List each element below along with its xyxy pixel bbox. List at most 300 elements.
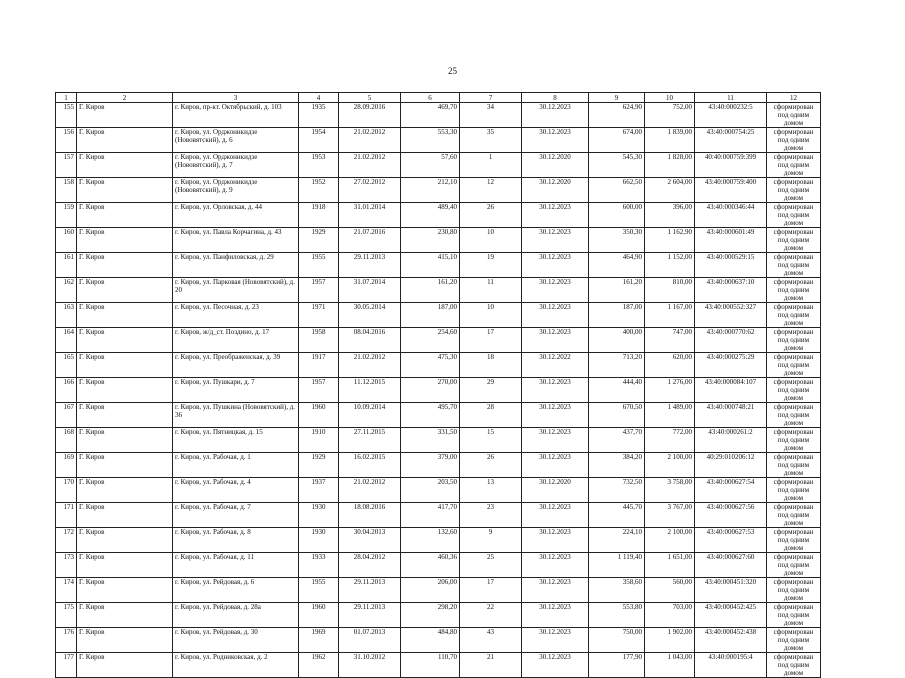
- planned-date-cell: 30.12.2023: [522, 528, 589, 553]
- land-status-cell: сформирован под одним домом: [767, 428, 821, 453]
- address-cell: г. Киров, ул. Родниковская, д. 2: [173, 653, 299, 678]
- cadastral-number-cell: 43:40:000275:29: [695, 353, 767, 378]
- city-cell: Г. Киров: [77, 253, 173, 278]
- cadastral-number-cell: 43:40:000627:60: [695, 553, 767, 578]
- row-number-cell: 176: [56, 628, 77, 653]
- area-cell: 489,40: [401, 203, 460, 228]
- housing-registry-table: [55, 92, 821, 678]
- cost-cell: 350,30: [589, 228, 645, 253]
- column-header: 2: [77, 93, 173, 103]
- land-status-cell: сформирован под одним домом: [767, 278, 821, 303]
- cost-cell: 600,00: [589, 203, 645, 228]
- cadastral-number-cell: 43:40:000754:25: [695, 128, 767, 153]
- table-row: [56, 353, 821, 378]
- city-cell: Г. Киров: [77, 353, 173, 378]
- cost-cell: 177,90: [589, 653, 645, 678]
- address-cell: г. Киров, ул. Рейдовая, д. 28а: [173, 603, 299, 628]
- address-cell: г. Киров, ул. Преображенская, д. 39: [173, 353, 299, 378]
- area-cell: 110,70: [401, 653, 460, 678]
- percent-cell: 28: [460, 403, 522, 428]
- city-cell: Г. Киров: [77, 453, 173, 478]
- percent-cell: 23: [460, 503, 522, 528]
- build-year-cell: 1957: [299, 378, 339, 403]
- planned-date-cell: 30.12.2020: [522, 178, 589, 203]
- area-cell: 415,10: [401, 253, 460, 278]
- table-header-row: [56, 93, 821, 103]
- build-year-cell: 1952: [299, 178, 339, 203]
- row-number-cell: 164: [56, 328, 77, 353]
- cost-cell: 437,70: [589, 428, 645, 453]
- planned-date-cell: 30.12.2023: [522, 303, 589, 328]
- address-cell: г. Киров, ул. Рабочая, д. 8: [173, 528, 299, 553]
- cost-cell: 553,80: [589, 603, 645, 628]
- table-row: [56, 378, 821, 403]
- date-cell: 10.09.2014: [339, 403, 401, 428]
- address-cell: г. Киров, ул. Рейдовая, д. 6: [173, 578, 299, 603]
- planned-date-cell: 30.12.2020: [522, 478, 589, 503]
- column-header: 10: [645, 93, 695, 103]
- row-number-cell: 171: [56, 503, 77, 528]
- planned-date-cell: 30.12.2023: [522, 328, 589, 353]
- city-cell: Г. Киров: [77, 203, 173, 228]
- cadastral-number-cell: 43:40:000748:21: [695, 403, 767, 428]
- build-year-cell: 1910: [299, 428, 339, 453]
- percent-cell: 26: [460, 203, 522, 228]
- city-cell: Г. Киров: [77, 553, 173, 578]
- table-row: [56, 403, 821, 428]
- address-cell: г. Киров, ул. Рабочая, д. 4: [173, 478, 299, 503]
- cost-cell: 1 119,40: [589, 553, 645, 578]
- value-cell: 703,00: [645, 603, 695, 628]
- planned-date-cell: 30.12.2023: [522, 378, 589, 403]
- value-cell: 620,00: [645, 353, 695, 378]
- land-status-cell: сформирован под одним домом: [767, 128, 821, 153]
- cost-cell: 445,70: [589, 503, 645, 528]
- build-year-cell: 1929: [299, 228, 339, 253]
- table-row: [56, 478, 821, 503]
- city-cell: Г. Киров: [77, 178, 173, 203]
- table-row: [56, 153, 821, 178]
- area-cell: 161,20: [401, 278, 460, 303]
- value-cell: 1 167,00: [645, 303, 695, 328]
- row-number-cell: 160: [56, 228, 77, 253]
- cadastral-number-cell: 43:40:000552:327: [695, 303, 767, 328]
- address-cell: г. Киров, ул. Пушкина (Нововятский), д. 36: [173, 403, 299, 428]
- land-status-cell: сформирован под одним домом: [767, 478, 821, 503]
- land-status-cell: сформирован под одним домом: [767, 253, 821, 278]
- row-number-cell: 163: [56, 303, 77, 328]
- cadastral-number-cell: 40:29:010206:12: [695, 453, 767, 478]
- row-number-cell: 166: [56, 378, 77, 403]
- build-year-cell: 1971: [299, 303, 339, 328]
- address-cell: г. Киров, ул. Павла Корчагина, д. 43: [173, 228, 299, 253]
- percent-cell: 11: [460, 278, 522, 303]
- address-cell: г. Киров, ул. Пятницкая, д. 15: [173, 428, 299, 453]
- build-year-cell: 1960: [299, 403, 339, 428]
- table-row: [56, 428, 821, 453]
- percent-cell: 12: [460, 178, 522, 203]
- row-number-cell: 169: [56, 453, 77, 478]
- build-year-cell: 1955: [299, 578, 339, 603]
- date-cell: 21.02.2012: [339, 478, 401, 503]
- cadastral-number-cell: 43:40:000451:320: [695, 578, 767, 603]
- area-cell: 270,00: [401, 378, 460, 403]
- area-cell: 187,00: [401, 303, 460, 328]
- value-cell: 772,00: [645, 428, 695, 453]
- date-cell: 31.10.2012: [339, 653, 401, 678]
- address-cell: г. Киров, ул. Орджоникидзе (Нововятский), д. 7: [173, 153, 299, 178]
- value-cell: 1 162,90: [645, 228, 695, 253]
- planned-date-cell: 30.12.2023: [522, 603, 589, 628]
- cadastral-number-cell: 43:40:000601:49: [695, 228, 767, 253]
- area-cell: 203,50: [401, 478, 460, 503]
- percent-cell: 25: [460, 553, 522, 578]
- area-cell: 254,60: [401, 328, 460, 353]
- land-status-cell: сформирован под одним домом: [767, 178, 821, 203]
- percent-cell: 34: [460, 103, 522, 128]
- planned-date-cell: 30.12.2023: [522, 553, 589, 578]
- city-cell: Г. Киров: [77, 528, 173, 553]
- cost-cell: 161,20: [589, 278, 645, 303]
- planned-date-cell: 30.12.2023: [522, 253, 589, 278]
- cost-cell: 384,20: [589, 453, 645, 478]
- area-cell: 417,70: [401, 503, 460, 528]
- build-year-cell: 1953: [299, 153, 339, 178]
- row-number-cell: 165: [56, 353, 77, 378]
- land-status-cell: сформирован под одним домом: [767, 528, 821, 553]
- address-cell: г. Киров, ул. Орджоникидзе (Нововятский), д. 9: [173, 178, 299, 203]
- planned-date-cell: 30.12.2023: [522, 228, 589, 253]
- percent-cell: 10: [460, 228, 522, 253]
- percent-cell: 17: [460, 328, 522, 353]
- percent-cell: 10: [460, 303, 522, 328]
- value-cell: 1 902,00: [645, 628, 695, 653]
- table-row: [56, 203, 821, 228]
- build-year-cell: 1955: [299, 253, 339, 278]
- cost-cell: 670,50: [589, 403, 645, 428]
- land-status-cell: сформирован под одним домом: [767, 503, 821, 528]
- land-status-cell: сформирован под одним домом: [767, 103, 821, 128]
- percent-cell: 35: [460, 128, 522, 153]
- row-number-cell: 173: [56, 553, 77, 578]
- page-number: 25: [448, 66, 457, 76]
- table-row: [56, 653, 821, 678]
- city-cell: Г. Киров: [77, 378, 173, 403]
- cost-cell: 444,40: [589, 378, 645, 403]
- planned-date-cell: 30.12.2023: [522, 653, 589, 678]
- land-status-cell: сформирован под одним домом: [767, 378, 821, 403]
- build-year-cell: 1957: [299, 278, 339, 303]
- address-cell: г. Киров, ул. Рабочая, д. 11: [173, 553, 299, 578]
- build-year-cell: 1969: [299, 628, 339, 653]
- area-cell: 331,50: [401, 428, 460, 453]
- column-header: 8: [522, 93, 589, 103]
- row-number-cell: 155: [56, 103, 77, 128]
- percent-cell: 18: [460, 353, 522, 378]
- address-cell: г. Киров, ул. Парковая (Нововятский), д. 20: [173, 278, 299, 303]
- date-cell: 30.05.2014: [339, 303, 401, 328]
- area-cell: 230,80: [401, 228, 460, 253]
- date-cell: 29.11.2013: [339, 603, 401, 628]
- planned-date-cell: 30.12.2023: [522, 203, 589, 228]
- row-number-cell: 157: [56, 153, 77, 178]
- percent-cell: 21: [460, 653, 522, 678]
- cadastral-number-cell: 43:40:000627:56: [695, 503, 767, 528]
- date-cell: 18.08.2016: [339, 503, 401, 528]
- value-cell: 747,00: [645, 328, 695, 353]
- date-cell: 29.11.2013: [339, 578, 401, 603]
- build-year-cell: 1935: [299, 103, 339, 128]
- cost-cell: 187,00: [589, 303, 645, 328]
- row-number-cell: 162: [56, 278, 77, 303]
- percent-cell: 9: [460, 528, 522, 553]
- cost-cell: 662,50: [589, 178, 645, 203]
- table-row: [56, 603, 821, 628]
- value-cell: 396,00: [645, 203, 695, 228]
- value-cell: 1 489,00: [645, 403, 695, 428]
- address-cell: г. Киров, ул. Рейдовая, д. 30: [173, 628, 299, 653]
- area-cell: 57,60: [401, 153, 460, 178]
- table-row: [56, 553, 821, 578]
- city-cell: Г. Киров: [77, 153, 173, 178]
- row-number-cell: 167: [56, 403, 77, 428]
- cost-cell: 750,00: [589, 628, 645, 653]
- date-cell: 08.04.2016: [339, 328, 401, 353]
- table-row: [56, 128, 821, 153]
- date-cell: 31.07.2014: [339, 278, 401, 303]
- area-cell: 553,30: [401, 128, 460, 153]
- row-number-cell: 174: [56, 578, 77, 603]
- area-cell: 484,80: [401, 628, 460, 653]
- area-cell: 379,00: [401, 453, 460, 478]
- table-row: [56, 328, 821, 353]
- cadastral-number-cell: 40:40:000759:399: [695, 153, 767, 178]
- address-cell: г. Киров, ул. Рабочая, д. 1: [173, 453, 299, 478]
- build-year-cell: 1937: [299, 478, 339, 503]
- planned-date-cell: 30.12.2023: [522, 278, 589, 303]
- row-number-cell: 175: [56, 603, 77, 628]
- column-header: 7: [460, 93, 522, 103]
- planned-date-cell: 30.12.2023: [522, 103, 589, 128]
- address-cell: г. Киров, пр-кт. Октябрьский, д. 103: [173, 103, 299, 128]
- city-cell: Г. Киров: [77, 603, 173, 628]
- percent-cell: 43: [460, 628, 522, 653]
- value-cell: 2 100,00: [645, 528, 695, 553]
- table-row: [56, 503, 821, 528]
- area-cell: 469,70: [401, 103, 460, 128]
- planned-date-cell: 30.12.2022: [522, 353, 589, 378]
- column-header: 3: [173, 93, 299, 103]
- row-number-cell: 158: [56, 178, 77, 203]
- value-cell: 1 276,00: [645, 378, 695, 403]
- cost-cell: 224,10: [589, 528, 645, 553]
- city-cell: Г. Киров: [77, 328, 173, 353]
- city-cell: Г. Киров: [77, 103, 173, 128]
- cadastral-number-cell: 43:40:000232:5: [695, 103, 767, 128]
- date-cell: 31.01.2014: [339, 203, 401, 228]
- date-cell: 28.09.2016: [339, 103, 401, 128]
- city-cell: Г. Киров: [77, 478, 173, 503]
- table-row: [56, 278, 821, 303]
- land-status-cell: сформирован под одним домом: [767, 578, 821, 603]
- cadastral-number-cell: 43:40:000529:15: [695, 253, 767, 278]
- date-cell: 28.04.2012: [339, 553, 401, 578]
- city-cell: Г. Киров: [77, 303, 173, 328]
- value-cell: 810,00: [645, 278, 695, 303]
- cost-cell: 400,00: [589, 328, 645, 353]
- date-cell: 16.02.2015: [339, 453, 401, 478]
- cadastral-number-cell: 43:40:000346:44: [695, 203, 767, 228]
- build-year-cell: 1960: [299, 603, 339, 628]
- value-cell: 1 828,00: [645, 153, 695, 178]
- value-cell: 1 651,00: [645, 553, 695, 578]
- address-cell: г. Киров, ул. Панфиловская, д. 29: [173, 253, 299, 278]
- city-cell: Г. Киров: [77, 228, 173, 253]
- date-cell: 30.04.2013: [339, 528, 401, 553]
- column-header: 12: [767, 93, 821, 103]
- address-cell: г. Киров, ул. Орджоникидзе (Нововятский), д. 6: [173, 128, 299, 153]
- build-year-cell: 1918: [299, 203, 339, 228]
- value-cell: 1 043,00: [645, 653, 695, 678]
- column-header: 9: [589, 93, 645, 103]
- percent-cell: 19: [460, 253, 522, 278]
- percent-cell: 1: [460, 153, 522, 178]
- date-cell: 21.07.2016: [339, 228, 401, 253]
- value-cell: 752,00: [645, 103, 695, 128]
- table-row: [56, 578, 821, 603]
- address-cell: г. Киров, ж/д_ст. Поздино, д. 17: [173, 328, 299, 353]
- percent-cell: 26: [460, 453, 522, 478]
- build-year-cell: 1933: [299, 553, 339, 578]
- land-status-cell: сформирован под одним домом: [767, 403, 821, 428]
- date-cell: 01.07.2013: [339, 628, 401, 653]
- table-row: [56, 178, 821, 203]
- date-cell: 21.02.2012: [339, 153, 401, 178]
- build-year-cell: 1930: [299, 528, 339, 553]
- value-cell: 1 839,00: [645, 128, 695, 153]
- table-row: [56, 528, 821, 553]
- date-cell: 27.11.2015: [339, 428, 401, 453]
- value-cell: 3 767,00: [645, 503, 695, 528]
- column-header: 11: [695, 93, 767, 103]
- cost-cell: 624,90: [589, 103, 645, 128]
- percent-cell: 15: [460, 428, 522, 453]
- land-status-cell: сформирован под одним домом: [767, 553, 821, 578]
- build-year-cell: 1930: [299, 503, 339, 528]
- percent-cell: 13: [460, 478, 522, 503]
- row-number-cell: 172: [56, 528, 77, 553]
- cadastral-number-cell: 43:40:000637:10: [695, 278, 767, 303]
- row-number-cell: 177: [56, 653, 77, 678]
- land-status-cell: сформирован под одним домом: [767, 153, 821, 178]
- table-row: [56, 628, 821, 653]
- address-cell: г. Киров, ул. Песочная, д. 23: [173, 303, 299, 328]
- planned-date-cell: 30.12.2023: [522, 578, 589, 603]
- cadastral-number-cell: 43:40:000627:53: [695, 528, 767, 553]
- city-cell: Г. Киров: [77, 128, 173, 153]
- value-cell: 2 100,00: [645, 453, 695, 478]
- column-header: 4: [299, 93, 339, 103]
- date-cell: 21.02.2012: [339, 353, 401, 378]
- cadastral-number-cell: 43:40:000770:62: [695, 328, 767, 353]
- land-status-cell: сформирован под одним домом: [767, 653, 821, 678]
- date-cell: 21.02.2012: [339, 128, 401, 153]
- planned-date-cell: 30.12.2023: [522, 403, 589, 428]
- address-cell: г. Киров, ул. Орловская, д. 44: [173, 203, 299, 228]
- table-row: [56, 303, 821, 328]
- cadastral-number-cell: 43:40:000452:425: [695, 603, 767, 628]
- cadastral-number-cell: 43:40:000084:107: [695, 378, 767, 403]
- row-number-cell: 170: [56, 478, 77, 503]
- land-status-cell: сформирован под одним домом: [767, 303, 821, 328]
- land-status-cell: сформирован под одним домом: [767, 353, 821, 378]
- city-cell: Г. Киров: [77, 503, 173, 528]
- row-number-cell: 156: [56, 128, 77, 153]
- table-row: [56, 103, 821, 128]
- cadastral-number-cell: 43:40:000261:2: [695, 428, 767, 453]
- area-cell: 298,20: [401, 603, 460, 628]
- city-cell: Г. Киров: [77, 428, 173, 453]
- cost-cell: 674,00: [589, 128, 645, 153]
- land-status-cell: сформирован под одним домом: [767, 453, 821, 478]
- column-header: 1: [56, 93, 77, 103]
- cadastral-number-cell: 43:40:000759:400: [695, 178, 767, 203]
- city-cell: Г. Киров: [77, 578, 173, 603]
- table-row: [56, 228, 821, 253]
- cost-cell: 713,20: [589, 353, 645, 378]
- land-status-cell: сформирован под одним домом: [767, 603, 821, 628]
- area-cell: 212,10: [401, 178, 460, 203]
- cost-cell: 545,30: [589, 153, 645, 178]
- cadastral-number-cell: 43:40:000195:4: [695, 653, 767, 678]
- city-cell: Г. Киров: [77, 653, 173, 678]
- build-year-cell: 1954: [299, 128, 339, 153]
- planned-date-cell: 30.12.2023: [522, 128, 589, 153]
- percent-cell: 22: [460, 603, 522, 628]
- build-year-cell: 1917: [299, 353, 339, 378]
- cost-cell: 358,60: [589, 578, 645, 603]
- city-cell: Г. Киров: [77, 628, 173, 653]
- land-status-cell: сформирован под одним домом: [767, 203, 821, 228]
- address-cell: г. Киров, ул. Пушкари, д. 7: [173, 378, 299, 403]
- cadastral-number-cell: 43:40:000452:438: [695, 628, 767, 653]
- planned-date-cell: 30.12.2023: [522, 628, 589, 653]
- cadastral-number-cell: 43:40:000627:54: [695, 478, 767, 503]
- planned-date-cell: 30.12.2023: [522, 503, 589, 528]
- table-row: [56, 453, 821, 478]
- value-cell: 2 604,00: [645, 178, 695, 203]
- row-number-cell: 161: [56, 253, 77, 278]
- value-cell: 1 152,00: [645, 253, 695, 278]
- value-cell: 560,00: [645, 578, 695, 603]
- planned-date-cell: 30.12.2020: [522, 153, 589, 178]
- column-header: 5: [339, 93, 401, 103]
- build-year-cell: 1929: [299, 453, 339, 478]
- value-cell: 3 758,00: [645, 478, 695, 503]
- city-cell: Г. Киров: [77, 403, 173, 428]
- percent-cell: 29: [460, 378, 522, 403]
- city-cell: Г. Киров: [77, 278, 173, 303]
- column-header: 6: [401, 93, 460, 103]
- date-cell: 29.11.2013: [339, 253, 401, 278]
- land-status-cell: сформирован под одним домом: [767, 228, 821, 253]
- land-status-cell: сформирован под одним домом: [767, 628, 821, 653]
- area-cell: 495,70: [401, 403, 460, 428]
- area-cell: 460,36: [401, 553, 460, 578]
- cost-cell: 464,90: [589, 253, 645, 278]
- percent-cell: 17: [460, 578, 522, 603]
- area-cell: 475,30: [401, 353, 460, 378]
